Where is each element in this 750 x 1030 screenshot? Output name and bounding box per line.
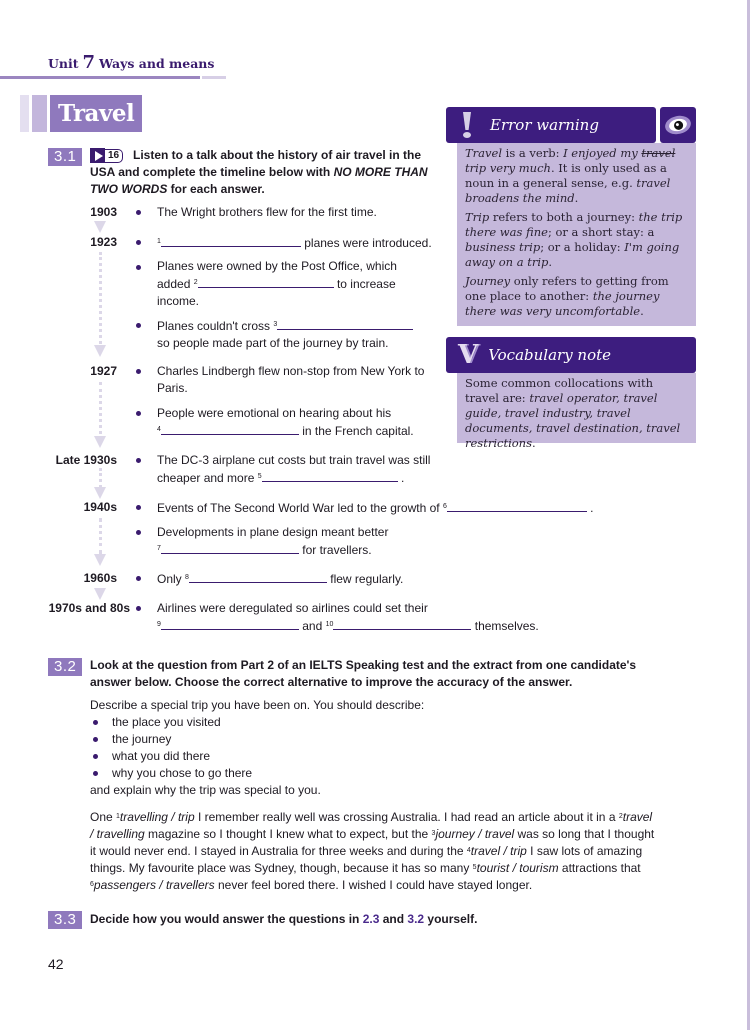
v-letter-icon: V xyxy=(458,340,479,370)
timeline-line xyxy=(99,518,102,554)
timeline-line xyxy=(99,468,102,488)
timeline-item: $^1$ planes were introduced. xyxy=(157,236,432,250)
exercise-number-3-1: 3.1 xyxy=(48,148,82,166)
error-warning-paragraph: Travel is a verb: I enjoyed my travel trip very much. It is only used as a noun in a general sense, e.g. travel broadens the mind. xyxy=(465,146,676,205)
vocabulary-note-body xyxy=(457,373,696,450)
choice-number: 6 xyxy=(90,881,94,888)
timeline-arrow-icon xyxy=(94,345,106,357)
bullet-icon xyxy=(136,210,141,215)
timeline-year: 1970s and 80s xyxy=(48,601,130,615)
vocabulary-note-title: Vocabulary note xyxy=(488,346,612,364)
bullet-icon xyxy=(136,240,141,245)
unit-label: Unit xyxy=(48,56,79,71)
bullet-icon xyxy=(136,458,141,463)
timeline-line xyxy=(99,252,102,344)
bullet-icon xyxy=(136,265,141,270)
timeline-item: Planes were owned by the Post Office, which added $^2$ to increase income. xyxy=(157,259,397,308)
prompt-bullet: the journey xyxy=(90,731,650,748)
bullet-icon xyxy=(136,369,141,374)
bullet-icon xyxy=(136,411,141,416)
exercise-number-3-3: 3.3 xyxy=(48,911,82,929)
bullet-icon xyxy=(93,771,98,776)
exercise-3-2-instruction: Look at the question from Part 2 of an IELTS Speaking test and the extract from one candidate's answer below. Choose the correct alternative to improve the accuracy of the answer. xyxy=(90,658,637,689)
choice-alternatives[interactable]: passengers / travellers xyxy=(93,878,215,892)
exercise-3-1-instruction: Listen to a talk about the history of air travel in the USA and complete the timeline below with NO MORE THAN TWO WORDS for each answer. xyxy=(90,148,428,196)
title-stripe xyxy=(32,95,47,132)
timeline-year: 1903 xyxy=(90,205,117,219)
error-warning-title: Error warning xyxy=(490,116,599,134)
error-warning-body xyxy=(457,143,696,326)
timeline-year: 1927 xyxy=(90,364,117,378)
choice-alternatives[interactable]: journey / travel xyxy=(435,827,515,841)
timeline-item: Charles Lindbergh flew non-stop from New York to Paris. xyxy=(157,364,425,395)
answer-blank-6[interactable] xyxy=(447,499,587,512)
unit-header xyxy=(48,52,214,73)
exercise-number-3-2: 3.2 xyxy=(48,658,82,676)
choice-number: 3 xyxy=(431,830,436,837)
prompt-bullet: why you chose to go there xyxy=(90,765,650,782)
choice-number: 4 xyxy=(466,847,471,854)
unit-number: 7 xyxy=(82,52,96,73)
answer-blank-9[interactable] xyxy=(161,617,299,630)
exercise-3-3-instruction: Decide how you would answer the questions in 2.3 and 3.2 yourself. xyxy=(90,912,478,926)
error-warning-paragraph: Trip refers to both a journey: the trip there was fine; or a short stay: a business trip; or a holiday: I'm going away on a trip. xyxy=(465,210,683,269)
timeline-arrow-icon xyxy=(94,588,106,600)
unit-title: Ways and means xyxy=(99,56,215,71)
section-title: Travel xyxy=(50,95,142,132)
answer-blank-3[interactable] xyxy=(277,317,413,330)
answer-blank-5[interactable] xyxy=(262,469,398,482)
header-rule-fade xyxy=(202,76,226,79)
timeline-item: Only $^8$ flew regularly. xyxy=(157,572,404,586)
timeline-item: Planes couldn't cross $^3$ so people made part of the journey by train. xyxy=(157,317,427,352)
timeline-arrow-icon xyxy=(94,487,106,499)
error-warning-paragraph: Journey only refers to getting from one place to another: the journey there was very uncomfortable. xyxy=(465,274,669,318)
choice-number: 1 xyxy=(116,813,120,820)
candidate-answer: One $^1$travelling / trip I remember really well was crossing Australia. I had read an article about it in a $^2$travel / travelling magazine so I thought I knew what to expect, but the $^3$journey / travel was so long that I thought it would never end. I stayed in Australia for three weeks and during the $^4$travel / trip I saw lots of amazing things. My favourite place was Sydney, though, because it has so many $^5$tourist / tourism attractions that $^6$passengers / travellers never feel bored there. I wished I could have stayed longer. xyxy=(90,810,655,892)
bullet-icon xyxy=(93,754,98,759)
answer-blank-10[interactable] xyxy=(333,617,471,630)
choice-alternatives[interactable]: tourist / tourism xyxy=(476,861,559,875)
title-stripe xyxy=(20,95,29,132)
timeline-item: People were emotional on hearing about his $^4$ in the French capital. xyxy=(157,406,414,438)
timeline-year: 1923 xyxy=(90,235,117,249)
choice-alternatives[interactable]: travel / trip xyxy=(470,844,527,858)
vocabulary-note-text: Some common collocations with travel are: travel operator, travel guide, travel industry, travel documents, travel destination, travel restrictions. xyxy=(465,376,681,450)
bullet-icon xyxy=(136,606,141,611)
prompt-bullet: the place you visited xyxy=(90,714,650,731)
answer-blank-1[interactable] xyxy=(161,234,301,247)
bullet-icon xyxy=(136,323,141,328)
choice-number: 2 xyxy=(618,813,623,820)
bullet-icon xyxy=(136,576,141,581)
timeline-arrow-icon xyxy=(94,221,106,233)
page-number: 42 xyxy=(48,956,64,972)
timeline-item: Developments in plane design meant better $^7$ for travellers. xyxy=(157,525,389,557)
eye-icon xyxy=(663,113,692,136)
timeline-year: 1940s xyxy=(83,500,117,514)
choice-alternatives[interactable]: travelling / trip xyxy=(119,810,195,824)
prompt-bullet: what you did there xyxy=(90,748,650,765)
eye-icon-box xyxy=(660,107,696,143)
bullet-icon xyxy=(136,530,141,535)
audio-track-number: 16 xyxy=(105,149,123,163)
answer-blank-2[interactable] xyxy=(198,275,334,288)
answer-blank-4[interactable] xyxy=(161,422,299,435)
exclamation-icon xyxy=(460,112,474,138)
bullet-icon xyxy=(93,737,98,742)
timeline-arrow-icon xyxy=(94,436,106,448)
section-title-block xyxy=(20,95,142,132)
timeline-year: Late 1930s xyxy=(55,453,117,467)
timeline-item: The Wright brothers flew for the first time. xyxy=(157,205,377,219)
answer-blank-7[interactable] xyxy=(161,541,299,554)
speaking-prompt: Describe a special trip you have been on. You should describe: the place you visited the journey what you did there why you chose to go there and explain why the trip was special to you. xyxy=(90,697,650,799)
answer-blank-8[interactable] xyxy=(189,570,327,583)
timeline-item: Events of The Second World War led to the growth of $^6$ . xyxy=(157,501,594,515)
exercise-link-2-3[interactable]: 2.3 xyxy=(362,912,380,926)
bullet-icon xyxy=(93,720,98,725)
exercise-link-3-2[interactable]: 3.2 xyxy=(407,912,425,926)
choice-alternatives[interactable]: travel / travelling xyxy=(90,810,653,841)
choice-number: 5 xyxy=(472,864,477,871)
timeline-year: 1960s xyxy=(83,571,117,585)
timeline-line xyxy=(99,382,102,434)
timeline-item: Airlines were deregulated so airlines could set their $^9$ and $^{10}$ themselves. xyxy=(157,601,539,633)
vocabulary-note-header xyxy=(446,337,696,373)
bullet-icon xyxy=(136,505,141,510)
header-rule xyxy=(0,76,200,79)
timeline-arrow-icon xyxy=(94,554,106,566)
error-warning-header xyxy=(446,107,656,143)
timeline-item: The DC-3 airplane cut costs but train travel was still cheaper and more $^5$ . xyxy=(157,453,431,485)
